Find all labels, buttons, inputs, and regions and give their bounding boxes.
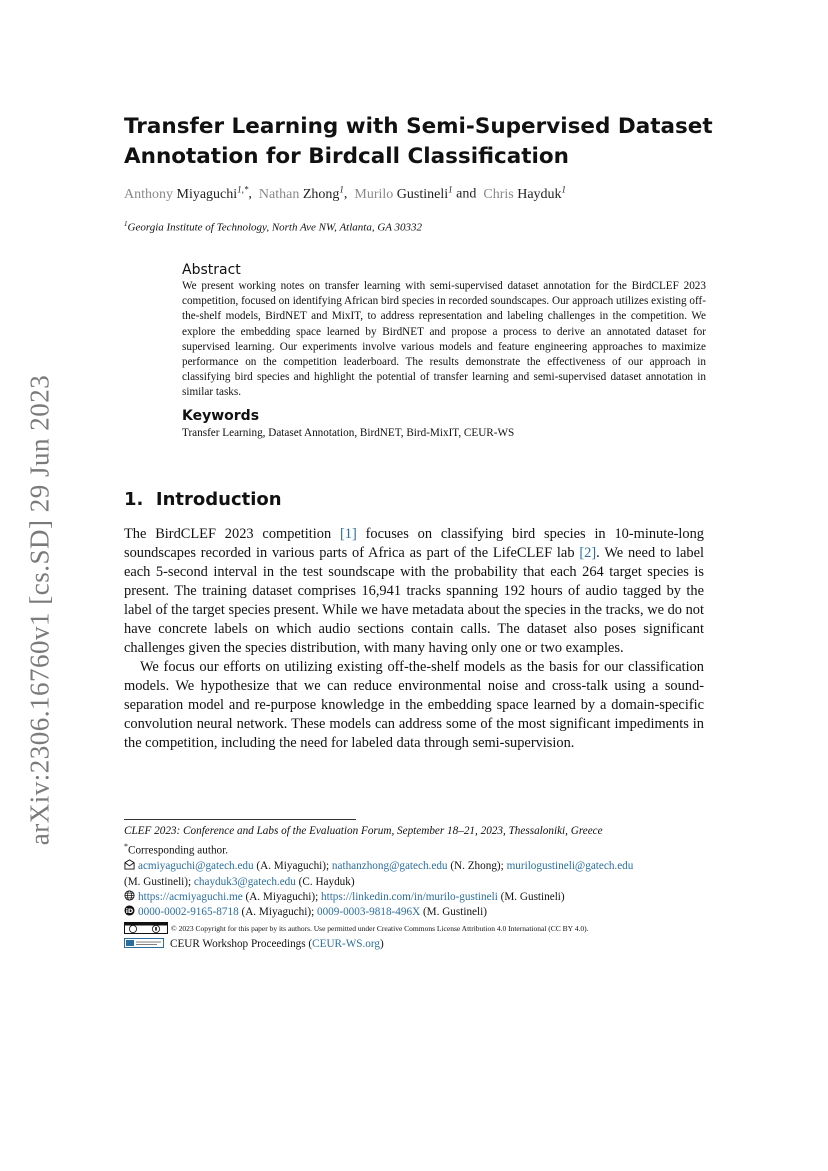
web-line: https://acmiyaguchi.me (A. Miyaguchi); https://linkedin.com/in/murilo-gustineli (M. Gustineli) (124, 890, 714, 905)
section-body (124, 525, 704, 753)
ceur-line: CEUR Workshop Proceedings (CEUR-WS.org) (124, 937, 714, 952)
envelope-icon (124, 859, 135, 870)
paragraph: The BirdCLEF 2023 competition [1] focuses on classifying bird species in 10-minute-long soundscapes recorded in various parts of Africa as part of the LifeCLEF lab [2]. We need to label each 5-second interval in the test soundscape with the probability that each 264 target species is present. The training dataset comprises 16,941 tracks spanning 192 hours of audio tagged by the label of the target species present. While we have metadata about the species in the tracks, we do not have concrete labels on which audio sections contain calls. The dataset also poses significant challenges given the species distribution, with many having only one or two examples. (124, 526, 704, 656)
email-link[interactable]: chayduk3@gatech.edu (193, 875, 296, 888)
keywords-text: Transfer Learning, Dataset Annotation, BirdNET, Bird-MixIT, CEUR-WS (182, 427, 515, 439)
conference-note: CLEF 2023: Conference and Labs of the Evaluation Forum, September 18–21, 2023, Thessaloniki, Greece (124, 825, 603, 837)
globe-icon (124, 890, 135, 901)
copyright-line: © 2023 Copyright for this paper by its authors. Use permitted under Creative Commons License Attribution 4.0 International (CC BY 4.0). (124, 921, 714, 937)
email-link[interactable]: acmiyaguchi@gatech.edu (138, 860, 254, 873)
website-link[interactable]: https://linkedin.com/in/murilo-gustineli (321, 890, 498, 903)
cc-by-badge-icon (124, 922, 168, 934)
orcid-line: iD 0000-0002-9165-8718 (A. Miyaguchi); 0009-0003-9818-496X (M. Gustineli) (125, 906, 487, 919)
email-link[interactable]: murilogustineli@gatech.edu (506, 860, 634, 873)
title-line-2: Annotation for Birdcall Classification (124, 144, 569, 169)
author: Nathan Zhong$^1$ (258, 184, 344, 202)
author: Anthony Miyaguchi$^{1,*}$ (124, 184, 249, 202)
citation-link[interactable]: [1] (340, 526, 357, 542)
paragraph: We focus our efforts on utilizing existing off-the-shelf models as the basis for our classification models. We hypothesize that we can reduce environmental noise and cross-talk using a sound-separation model and re-purpose knowledge in the embedding space learned by a domain-specific convolution neural network. These models can address some of the most significant impediments in the competition, including the need for labeled data through semi-supervision. (124, 659, 704, 751)
email-line-cont: (M. Gustineli); chayduk3@gatech.edu (C. Hayduk) (124, 875, 355, 888)
corresponding-note: *Corresponding author. (124, 842, 229, 858)
ceur-link[interactable]: CEUR-WS.org (312, 937, 381, 950)
author-list: Anthony Miyaguchi$^{1,*}$, Nathan Zhong$^1$, Murilo Gustineli$^1$ and Chris Hayduk$^1$ (124, 184, 567, 202)
abstract-text: We present working notes on transfer learning with semi-supervised dataset annotation for the BirdCLEF 2023 competition, focused on identifying African bird species in recorded soundscapes. Our approach utilizes existing off-the-shelf models, BirdNET and MixIT, to address representation and labeling challenges in the competition. We explore the embedding space learned by BirdNET and propose a process to derive an annotated dataset for supervised learning. Our experiments involve various models and feature engineering approaches to maximize performance on the competition leaderboard. The results demonstrate the effectiveness of our approach in classifying bird species and highlight the potential of transfer learning and semi-supervised dataset annotation in similar tasks. (182, 280, 706, 399)
affiliation: $^1$Georgia Institute of Technology, North Ave NW, Atlanta, GA 30332 (124, 220, 423, 234)
title-line-1: Transfer Learning with Semi-Supervised Dataset (124, 114, 713, 139)
arxiv-sidebar (10, 365, 70, 855)
orcid-icon (124, 905, 135, 916)
citation-link[interactable]: [2] (579, 545, 597, 561)
abstract-heading: Abstract (182, 262, 241, 278)
email-line: acmiyaguchi@gatech.edu (A. Miyaguchi); nathanzhong@gatech.edu (N. Zhong); murilogustineli@gatech.edu (124, 859, 714, 874)
author: Murilo Gustineli$^1$ (354, 184, 453, 202)
orcid-link[interactable]: 0000-0002-9165-8718 (138, 906, 239, 919)
section-heading: 1. Introduction (124, 489, 282, 510)
footnotes (124, 824, 714, 952)
svg-text:iD: iD (125, 907, 134, 916)
arxiv-identifier: arXiv:2306.16760v1 [cs.SD] 29 Jun 2023 (24, 374, 55, 846)
orcid-link[interactable]: 0009-0003-9818-496X (316, 906, 421, 919)
website-link[interactable]: https://acmiyaguchi.me (138, 890, 243, 903)
footnote-divider (124, 819, 356, 820)
paper-title (124, 112, 724, 172)
author: Chris Hayduk$^1$ (483, 184, 567, 202)
ceur-logo-icon (124, 938, 164, 948)
keywords-heading: Keywords (182, 408, 260, 424)
email-link[interactable]: nathanzhong@gatech.edu (331, 860, 448, 873)
